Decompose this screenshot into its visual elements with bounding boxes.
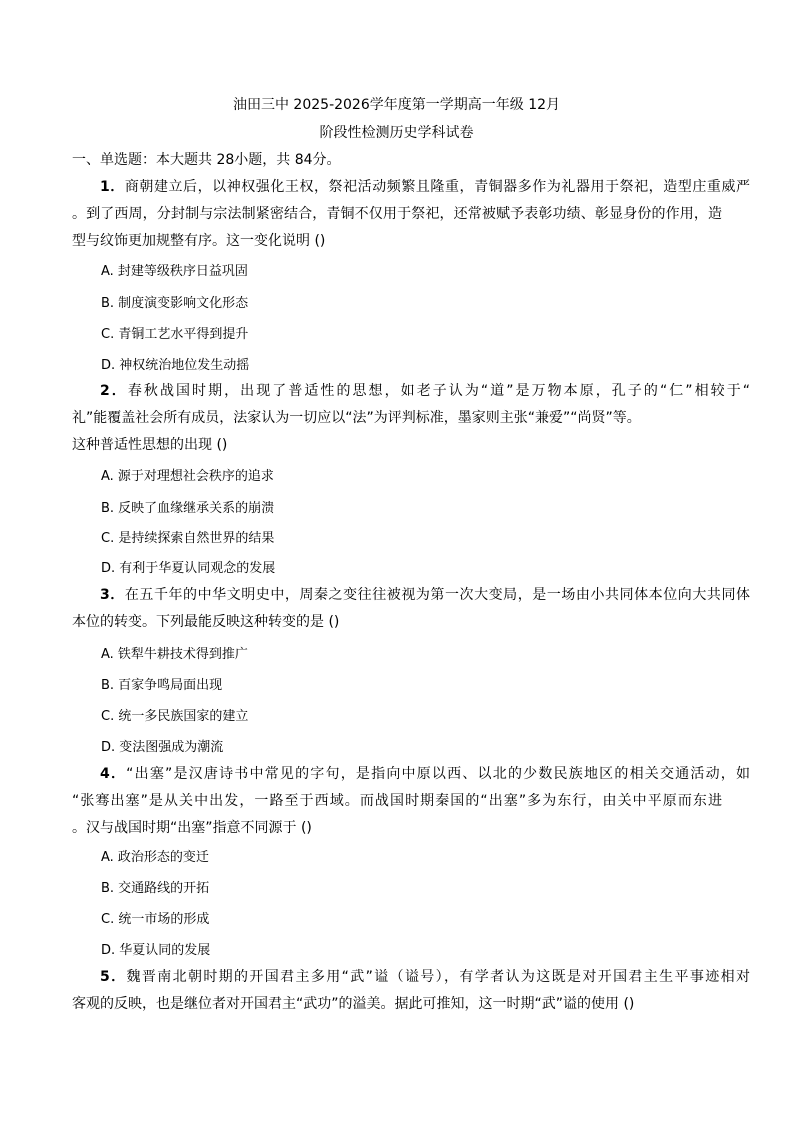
question-1-line-3: 型与纹饰更加规整有序。这一变化说明 () bbox=[72, 233, 326, 249]
question-3-line-2: 本位的转变。下列最能反映这种转变的是 () bbox=[72, 614, 340, 630]
question-2-option-c: C. 是持续探索自然世界的结果 bbox=[101, 531, 275, 546]
question-5-line-1: 5．魏晋南北朝时期的开国君主多用“武”谥（谥号），有学者认为这既是对开国君主生平事迹相对 bbox=[100, 969, 750, 985]
question-2-line-1: 2．春秋战国时期，出现了普适性的思想，如老子认为“道”是万物本原，孔子的“仁”相较于“ bbox=[100, 383, 750, 399]
question-1-option-a: A. 封建等级秩序日益巩固 bbox=[101, 264, 248, 279]
exam-title-line1: 油田三中 2025-2026学年度第一学期高一年级 12月 bbox=[232, 97, 561, 113]
question-1-number: 1． bbox=[100, 179, 125, 195]
question-4-line-2: “张骞出塞”是从关中出发，一路至于西域。而战国时期秦国的“出塞”多为东行，由关中平原而东进 bbox=[72, 793, 722, 809]
question-3-option-a: A. 铁犁牛耕技术得到推广 bbox=[101, 647, 248, 662]
question-4-line-1: 4．“出塞”是汉唐诗书中常见的字句，是指向中原以西、以北的少数民族地区的相关交通活动，如 bbox=[100, 766, 750, 782]
question-4-line-3: 。汉与战国时期“出塞”指意不同源于 () bbox=[72, 820, 312, 836]
question-1-line-2: 。到了西周，分封制与宗法制紧密结合，青铜不仅用于祭祀，还常被赋予表彰功绩、彰显身份的作用，造 bbox=[72, 206, 722, 222]
question-2-option-d: D. 有利于华夏认同观念的发展 bbox=[101, 561, 276, 576]
question-1-option-b: B. 制度演变影响文化形态 bbox=[101, 296, 249, 311]
question-1-option-c: C. 青铜工艺水平得到提升 bbox=[101, 327, 249, 342]
section-heading: 一、单选题：本大题共 28小题，共 84分。 bbox=[72, 152, 341, 168]
question-2-option-a: A. 源于对理想社会秩序的追求 bbox=[101, 469, 274, 484]
question-4-number: 4． bbox=[100, 766, 127, 782]
question-4-option-b: B. 交通路线的开拓 bbox=[101, 881, 210, 896]
question-5-number: 5． bbox=[100, 969, 127, 985]
question-3-option-b: B. 百家争鸣局面出现 bbox=[101, 678, 223, 693]
question-3-option-d: D. 变法图强成为潮流 bbox=[101, 740, 224, 755]
question-1-option-d: D. 神权统治地位发生动摇 bbox=[101, 358, 250, 373]
question-1-line-1: 1．商朝建立后，以神权强化王权，祭祀活动频繁且隆重，青铜器多作为礼器用于祭祀，造型庄重威严 bbox=[100, 179, 750, 195]
question-4-option-a: A. 政治形态的变迁 bbox=[101, 850, 209, 865]
question-3-option-c: C. 统一多民族国家的建立 bbox=[101, 709, 249, 724]
question-2-line-2: 礼”能覆盖社会所有成员，法家认为一切应以“法”为评判标准，墨家则主张“兼爱”“尚贤”等。 bbox=[72, 410, 641, 426]
question-2-number: 2． bbox=[100, 383, 128, 399]
question-3-number: 3． bbox=[100, 587, 125, 603]
question-4-option-c: C. 统一市场的形成 bbox=[101, 912, 210, 927]
question-3-line-1: 3．在五千年的中华文明史中，周秦之变往往被视为第一次大变局，是一场由小共同体本位向大共同体 bbox=[100, 587, 750, 603]
question-2-option-b: B. 反映了血缘继承关系的崩溃 bbox=[101, 501, 275, 516]
question-2-line-3: 这种普适性思想的出现 () bbox=[72, 437, 228, 453]
question-4-option-d: D. 华夏认同的发展 bbox=[101, 943, 211, 958]
exam-title-line2: 阶段性检测历史学科试卷 bbox=[319, 125, 474, 141]
question-5-line-2: 客观的反映，也是继位者对开国君主“武功”的溢美。据此可推知，这一时期“武”谥的使用 () bbox=[72, 996, 635, 1012]
